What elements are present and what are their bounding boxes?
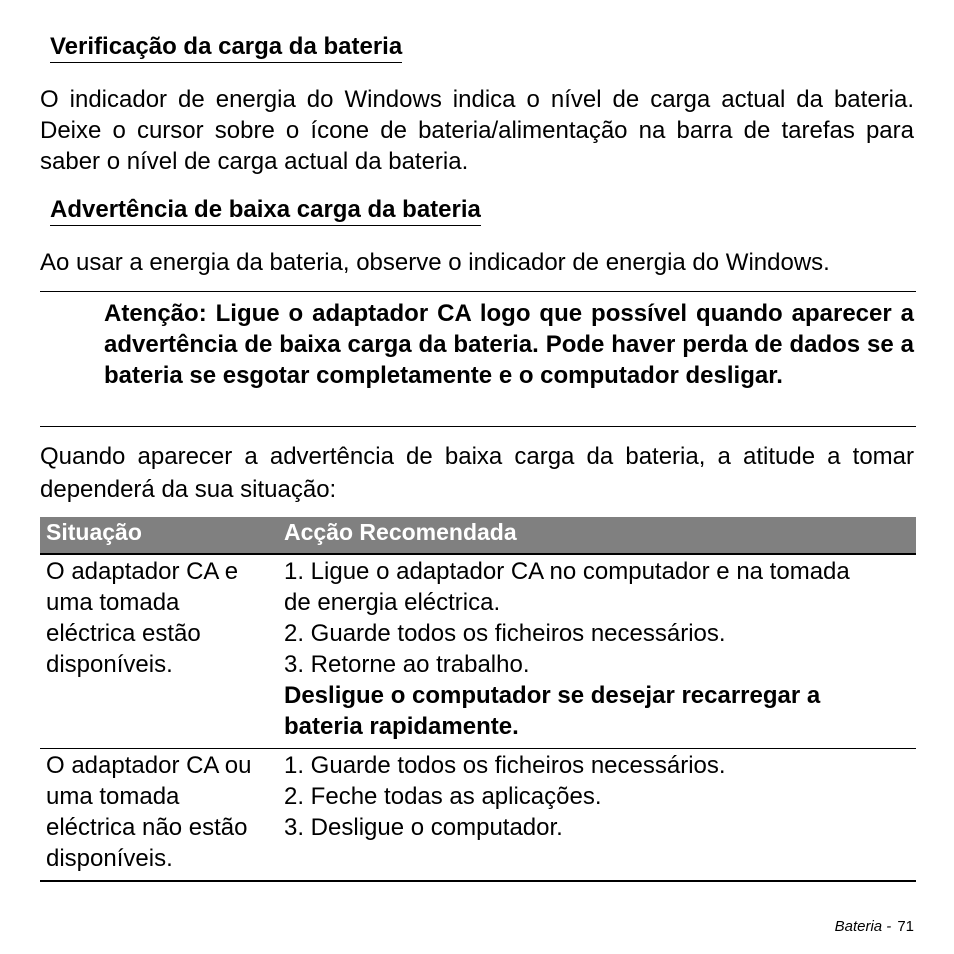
page-number: 71 — [897, 918, 914, 935]
situation-line: eléctrica não estão — [46, 814, 248, 841]
action-step: 3. Desligue o computador. — [284, 814, 563, 841]
header-recommended-action: Acção Recomendada — [284, 519, 517, 545]
situation-line: disponíveis. — [46, 651, 173, 678]
situation-line: O adaptador CA e — [46, 558, 239, 585]
battery-check-paragraph: O indicador de energia do Windows indica o nível de carga actual da bateria. Deixe o cursor sobre o ícone de bateria/alimentação na barra de tarefas para saber o nível de carga actual da bateria. — [40, 86, 914, 175]
action-note: bateria rapidamente. — [284, 713, 519, 740]
section-heading-battery-check: Verificação da carga da bateria — [50, 33, 402, 63]
header-situation: Situação — [46, 519, 142, 545]
action-step: de energia eléctrica. — [284, 589, 501, 616]
situation-line: disponíveis. — [46, 845, 173, 872]
recommendation-table — [40, 517, 916, 882]
action-step: 1. Guarde todos os ficheiros necessários. — [284, 752, 726, 779]
situation-line: uma tomada — [46, 783, 180, 810]
action-step: 2. Feche todas as aplicações. — [284, 783, 602, 810]
intro-paragraph: Quando aparecer a advertência de baixa carga da bateria, a atitude a tomar dependerá da sua situação: — [40, 443, 914, 503]
page-footer — [835, 918, 914, 935]
action-step: 1. Ligue o adaptador CA no computador e na tomada — [284, 558, 850, 585]
action-step: 3. Retorne ao trabalho. — [284, 651, 530, 678]
footer-section-label: Bateria - — [834, 918, 892, 935]
section-heading-low-battery: Advertência de baixa carga da bateria — [50, 196, 481, 226]
table-row — [40, 555, 916, 749]
situation-line: eléctrica estão — [46, 620, 201, 647]
situation-line: O adaptador CA ou — [46, 752, 252, 779]
warning-top-rule — [40, 291, 916, 292]
action-cell — [278, 556, 916, 742]
table-header-row — [40, 517, 916, 555]
action-cell — [278, 750, 916, 874]
situation-cell — [40, 750, 278, 874]
action-note: Desligue o computador se desejar recarregar a — [284, 682, 821, 709]
low-battery-paragraph: Ao usar a energia da bateria, observe o indicador de energia do Windows. — [40, 249, 830, 276]
situation-cell — [40, 556, 278, 742]
warning-bottom-rule — [40, 426, 916, 427]
action-step: 2. Guarde todos os ficheiros necessários. — [284, 620, 726, 647]
situation-line: uma tomada — [46, 589, 180, 616]
warning-note: Atenção: Ligue o adaptador CA logo que possível quando aparecer a advertência de baixa carga da bateria. Pode haver perda de dados se a bateria se esgotar completamente e o computador desligar. — [104, 300, 914, 389]
table-row — [40, 749, 916, 882]
